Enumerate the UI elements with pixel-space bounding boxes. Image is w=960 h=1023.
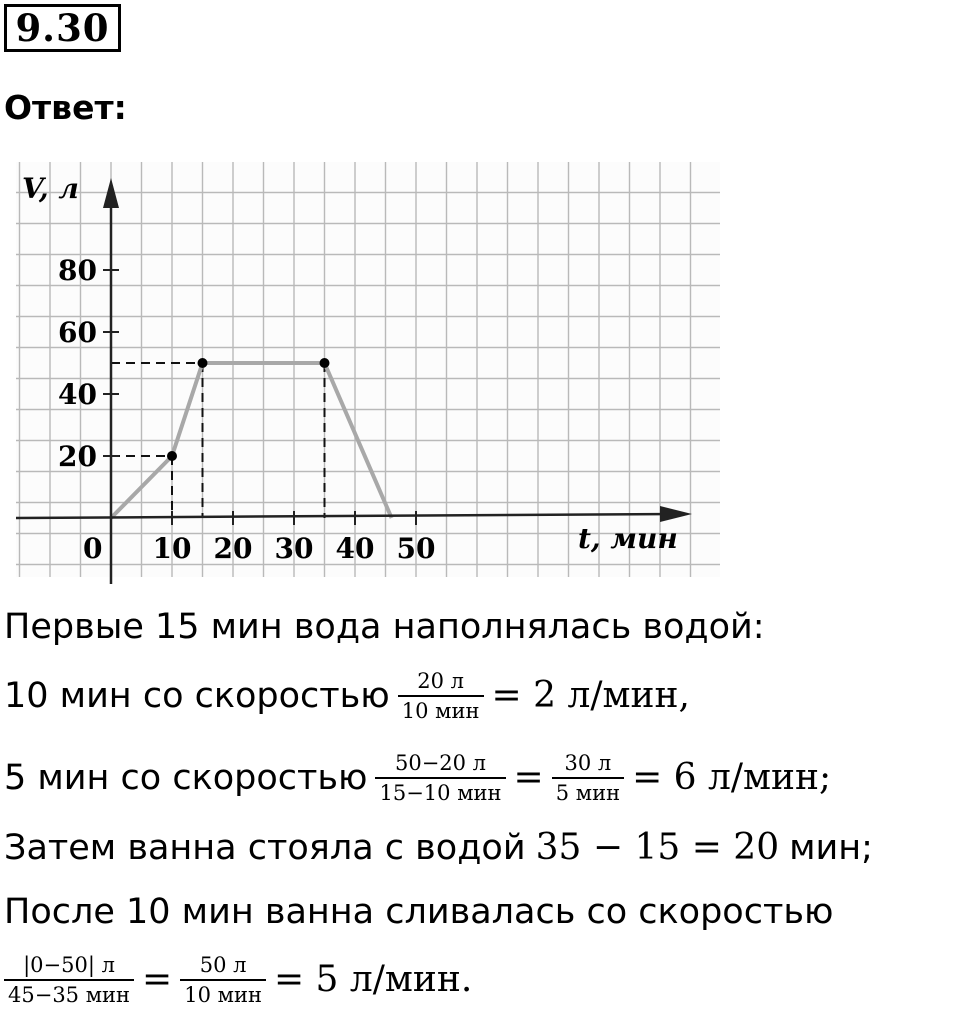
fraction-numerator: 20 л: [417, 669, 464, 693]
data-point: [320, 358, 330, 368]
solution-line-1-text: Первые 15 мин вода наполнялась водой:: [4, 607, 765, 647]
solution-line-2-prefix: 10 мин со скоростью: [4, 676, 390, 716]
problem-number: 9.30: [4, 4, 121, 52]
solution-line-4: [4, 826, 873, 870]
fraction-rate-1: [398, 668, 484, 724]
fraction-rate-2a: [375, 750, 505, 806]
solution-line-4-text: Затем ванна стояла с водой: [4, 828, 526, 868]
origin-label: 0: [83, 532, 103, 565]
solution-line-3: [4, 750, 831, 806]
fraction-denominator: 45−35 мин: [4, 979, 134, 1008]
equals-sign: =: [513, 757, 544, 798]
fraction-numerator: 30 л: [564, 751, 612, 775]
fraction-numerator: 50−20 л: [394, 751, 487, 775]
solution-line-2: [4, 668, 690, 724]
equals-sign: =: [142, 959, 173, 1000]
y-tick-label: 40: [58, 378, 97, 411]
solution-line-4-suffix: мин;: [789, 828, 873, 868]
answer-label: Ответ:: [4, 88, 127, 127]
solution-line-5-text: После 10 мин ванна сливалась со скоростью: [4, 892, 834, 932]
y-tick-label: 20: [58, 440, 97, 473]
fraction-denominator: 10 мин: [180, 979, 266, 1008]
solution-line-2-result: = 2 л/мин,: [491, 675, 690, 716]
x-tick-label: 20: [213, 532, 253, 565]
fraction-numerator: |0−50| л: [23, 953, 115, 977]
data-point: [198, 358, 208, 368]
x-tick-label: 40: [335, 532, 375, 565]
solution-line-6: [4, 952, 472, 1008]
fraction-denominator: 5 мин: [552, 777, 624, 806]
x-tick-label: 10: [152, 532, 192, 565]
y-axis-label: V, л: [22, 172, 79, 205]
volume-time-graph: [0, 150, 730, 590]
x-tick-label: 50: [396, 532, 436, 565]
fraction-denominator: 10 мин: [398, 695, 484, 724]
fraction-denominator: 15−10 мин: [375, 777, 505, 806]
y-tick-label: 60: [58, 316, 97, 349]
x-axis-label: t, мин: [578, 522, 678, 555]
solution-line-3-prefix: 5 мин со скоростью: [4, 758, 368, 798]
x-tick-label: 30: [274, 532, 314, 565]
solution-line-5: [4, 890, 833, 934]
solution-line-1: [4, 605, 765, 649]
fraction-numerator: 50 л: [199, 953, 247, 977]
data-point: [167, 451, 177, 461]
solution-line-3-result: = 6 л/мин;: [632, 757, 832, 798]
solution-line-4-math: 35 − 15 = 20: [535, 827, 780, 868]
fraction-rate-3a: [4, 952, 134, 1008]
fraction-rate-3b: [180, 952, 266, 1008]
fraction-rate-2b: [552, 750, 624, 806]
y-tick-label: 80: [58, 254, 97, 287]
solution-line-6-result: = 5 л/мин.: [273, 959, 473, 1000]
